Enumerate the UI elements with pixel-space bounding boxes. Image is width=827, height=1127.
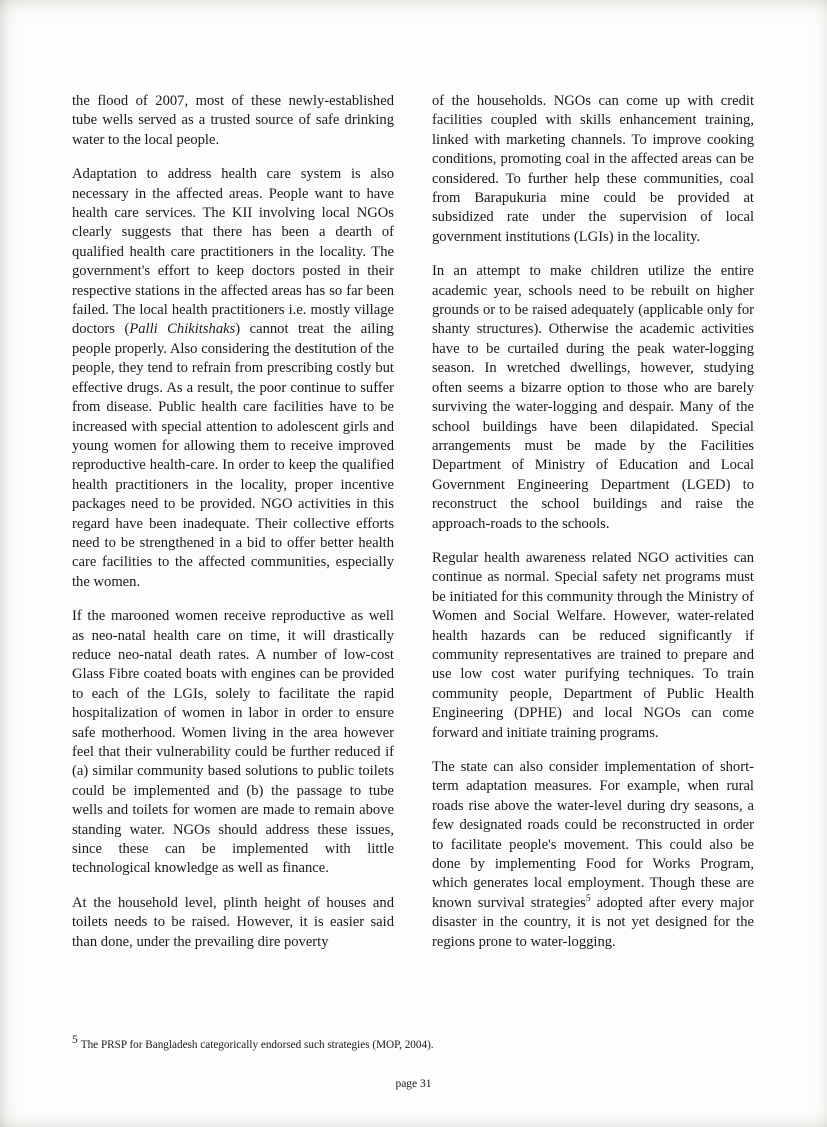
paragraph: At the household level, plinth height of houses and toilets needs to be raised. However, it is easier said than done, under the prevailing dire poverty bbox=[72, 894, 394, 950]
paragraph: In an attempt to make children utilize the entire academic year, schools need to be rebuilt on higher grounds or to be raised adequately (applicable only for shanty structures). Otherwise the academic activities have to be curtailed during the peak water-logging season. In wretched dwellings, however, studying often seems a bizarre option to those who are barely surviving the water-logging and despair. Many of the school buildings have been dilapidated. Special arrangements must be made by the Facilities Department of Ministry of Education and Local Government Engineering Department (LGED) to reconstruct the school buildings and raise the approach-roads to the schools. bbox=[432, 263, 754, 532]
page-body bbox=[72, 92, 755, 952]
paragraph-text-part-1: The state can also consider implementation of short-term adaptation measures. For example, when rural roads rise above the water-level during dry seasons, a few designated roads could be reconstructed in order to facilitate people's movement. This could also be done by implementing Food for Works Program, which generates local employment. Though these are known survival strategies bbox=[432, 759, 754, 911]
italic-term: Palli Chikitshaks bbox=[129, 321, 236, 338]
footnote-marker: 5 bbox=[72, 1034, 78, 1047]
paragraph-text-part-1: Adaptation to address health care system is also necessary in the affected areas. People want to have health care services. The KII involving local NGOs clearly suggests that there has been a dearth of qualified health care practitioners in the locality. The government's effort to keep doctors posted in their respective stations in the affected areas has so far been failed. The local health practitioners i.e. mostly village doctors ( bbox=[72, 166, 394, 338]
paragraph-with-footnote-ref bbox=[432, 758, 754, 952]
paragraph: If the marooned women receive reproductive as well as neo-natal health care on time, it will drastically reduce neo-natal death rates. A number of low-cost Glass Fibre coated boats with engines can be provided to each of the LGIs, solely to facilitate the rapid hospitalization of women in labor in order to ensure safe motherhood. Women living in the area however feel that their vulnerability could be further reduced if (a) similar community based solutions to public toilets could be implemented and (b) the passage to tube wells and toilets for women are made to remain above standing water. NGOs should address these issues, since these can be implemented with little technological knowledge as well as finance. bbox=[72, 608, 394, 877]
right-column bbox=[432, 92, 754, 952]
paragraph: the flood of 2007, most of these newly-established tube wells served as a trusted source of safe drinking water to the local people. bbox=[72, 93, 394, 148]
left-column bbox=[72, 92, 394, 952]
footnote-text: The PRSP for Bangladesh categorically endorsed such strategies (MOP, 2004). bbox=[80, 1039, 434, 1051]
paragraph: of the households. NGOs can come up with credit facilities coupled with skills enhancement training, linked with marketing channels. To improve cooking conditions, promoting coal in the affected areas can be considered. To further help these communities, coal from Barapukuria mine could be provided at subsidized rate under the supervision of local government institutions (LGIs) in the locality. bbox=[432, 93, 754, 245]
paragraph: Regular health awareness related NGO activities can continue as normal. Special safety net programs must be initiated for this community through the Ministry of Women and Social Welfare. However, water-related health hazards can be reduced significantly if community representatives are trained to prepare and use low cost water purifying techniques. To train community people, Department of Public Health Engineering (DPHE) and local NGOs can come forward and initiate training programs. bbox=[432, 549, 754, 741]
paragraph-with-italic bbox=[72, 165, 394, 592]
paragraph-text-part-2: ) cannot treat the ailing people properly. Also considering the destitution of the people, they tend to refrain from prescribing costly but effective drugs. As a result, the poor continue to suffer from disease. Public health care facilities have to be increased with special attention to adolescent girls and young women for allowing them to receive improved reproductive health-care. In order to keep the qualified health practitioners in the locality, proper incentive packages need to be provided. NGO activities in this regard have been inadequate. Their collective efforts need to be strengthened in a bid to offer better health care facilities to the affected communities, especially the women. bbox=[72, 321, 394, 590]
footnote-reference: 5 bbox=[585, 893, 591, 904]
page-number: page 31 bbox=[395, 1078, 432, 1090]
paragraph-text-part-2: adopted after every major disaster in the country, it is not yet designed for the regions prone to water-logging. bbox=[432, 894, 755, 950]
footnote bbox=[72, 1034, 755, 1052]
two-column-layout bbox=[72, 92, 755, 952]
footnote-area bbox=[72, 1022, 755, 1052]
